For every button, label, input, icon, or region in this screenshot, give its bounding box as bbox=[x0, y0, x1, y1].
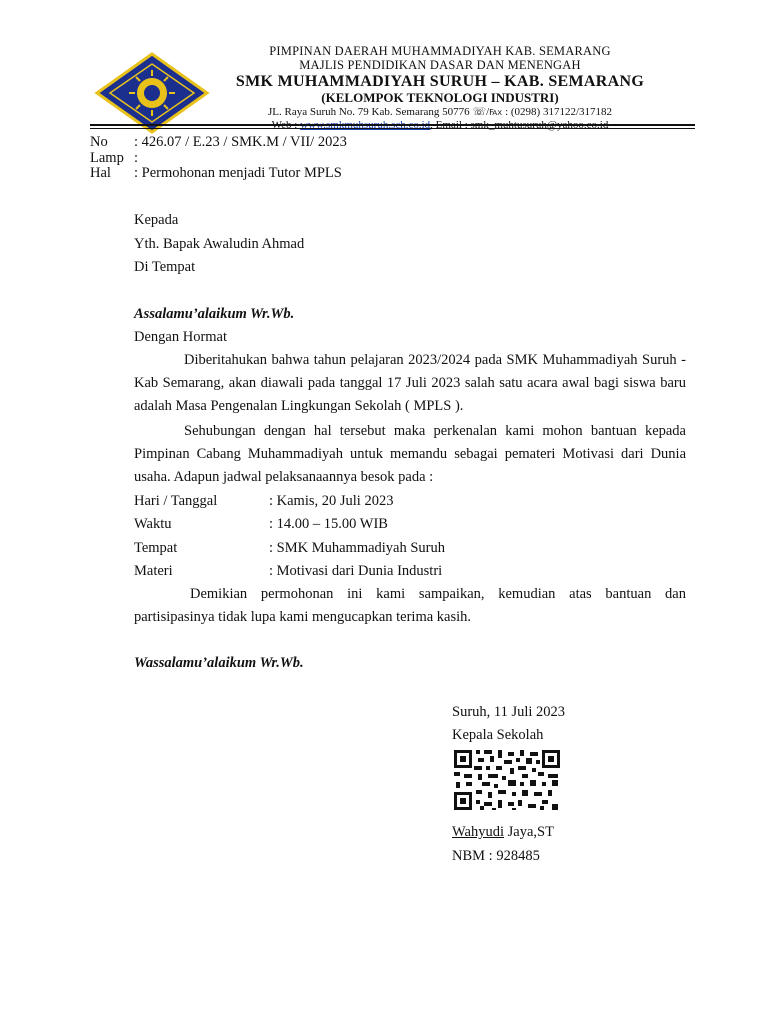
letterhead-address: JL. Raya Suruh No. 79 Kab. Semarang 50776 ☏/℻ : (0298) 317122/317182 bbox=[267, 106, 613, 119]
letterhead-school-name: SMK MUHAMMADIYAH SURUH – KAB. SEMARANG bbox=[235, 72, 645, 90]
schedule-label-date: Hari / Tanggal bbox=[134, 493, 218, 509]
closing-greeting: Wassalamu’alaikum Wr.Wb. bbox=[134, 655, 304, 671]
paragraph-request: Sehubungan dengan hal tersebut maka perkenalan kami mohon bantuan kepada Pimpinan Cabang Muhammadiyah untuk memandu sebagai pemateri Motivasi dari Dunia usaha. Adapun jadwal pelaksanaannya besok pada : bbox=[134, 423, 686, 485]
schedule-value-date: : Kamis, 20 Juli 2023 bbox=[269, 493, 394, 509]
signature-nbm: NBM : 928485 bbox=[452, 848, 540, 864]
schedule-value-time: : 14.00 – 15.00 WIB bbox=[269, 516, 388, 532]
paragraph-intro: Diberitahukan bahwa tahun pelajaran 2023/2024 pada SMK Muhammadiyah Suruh - Kab Semarang, akan diawali pada tanggal 17 Juli 2023 salah satu acara awal bagi siswa baru adalah Masa Pengenalan Lingkungan Sekolah ( MPLS ). bbox=[134, 352, 686, 414]
letterhead-council: MAJLIS PENDIDIKAN DASAR DAN MENENGAH bbox=[299, 58, 581, 73]
recipient-name: Yth. Bapak Awaludin Ahmad bbox=[134, 236, 305, 252]
signature-place-date: Suruh, 11 Juli 2023 bbox=[452, 704, 566, 720]
letterhead-group: (KELOMPOK TEKNOLOGI INDUSTRI) bbox=[321, 90, 559, 106]
signature-position: Kepala Sekolah bbox=[452, 727, 544, 743]
schedule-value-material: : Motivasi dari Dunia Industri bbox=[269, 563, 443, 579]
no-label: No bbox=[90, 134, 108, 150]
paragraph-closing: Demikian permohonan ini kami sampaikan, kemudian atas bantuan dan partisipasinya tidak lupa kami mengucapkan terima kasih. bbox=[134, 586, 686, 625]
letterhead-divider-thick bbox=[90, 124, 695, 126]
opening-greeting: Assalamu’alaikum Wr.Wb. bbox=[134, 306, 295, 322]
web-label: Web : bbox=[271, 118, 301, 131]
hal-label: Hal bbox=[90, 165, 111, 181]
schedule-label-place: Tempat bbox=[134, 540, 178, 556]
lamp-label: Lamp bbox=[90, 150, 124, 166]
schedule-label-material: Materi bbox=[134, 563, 173, 579]
schedule-label-time: Waktu bbox=[134, 516, 172, 532]
signature-name-rest: Jaya,ST bbox=[504, 824, 554, 840]
letterhead bbox=[205, 44, 675, 131]
letterhead-organization: PIMPINAN DAERAH MUHAMMADIYAH KAB. SEMARANG bbox=[269, 44, 611, 58]
salutation: Dengan Hormat bbox=[134, 329, 228, 345]
schedule-value-place: : SMK Muhammadiyah Suruh bbox=[269, 540, 446, 556]
no-value: : 426.07 / E.23 / SMK.M / VII/ 2023 bbox=[134, 134, 347, 150]
signature-qr-code bbox=[452, 748, 562, 812]
signature-name-first: Wahyudi bbox=[452, 824, 504, 840]
letterhead-divider-thin bbox=[90, 128, 695, 129]
recipient-place: Di Tempat bbox=[134, 259, 196, 275]
school-logo bbox=[93, 52, 211, 134]
website-link[interactable]: www.smkmuhsuruh.sch.co.id bbox=[300, 118, 431, 131]
signature-name bbox=[452, 824, 554, 841]
recipient-kepada: Kepada bbox=[134, 212, 179, 228]
hal-value: : Permohonan menjadi Tutor MPLS bbox=[134, 165, 342, 181]
email-text: , Email : smk_muhtusuruh@yahoo.co.id bbox=[430, 118, 609, 131]
lamp-value: : bbox=[134, 150, 139, 166]
